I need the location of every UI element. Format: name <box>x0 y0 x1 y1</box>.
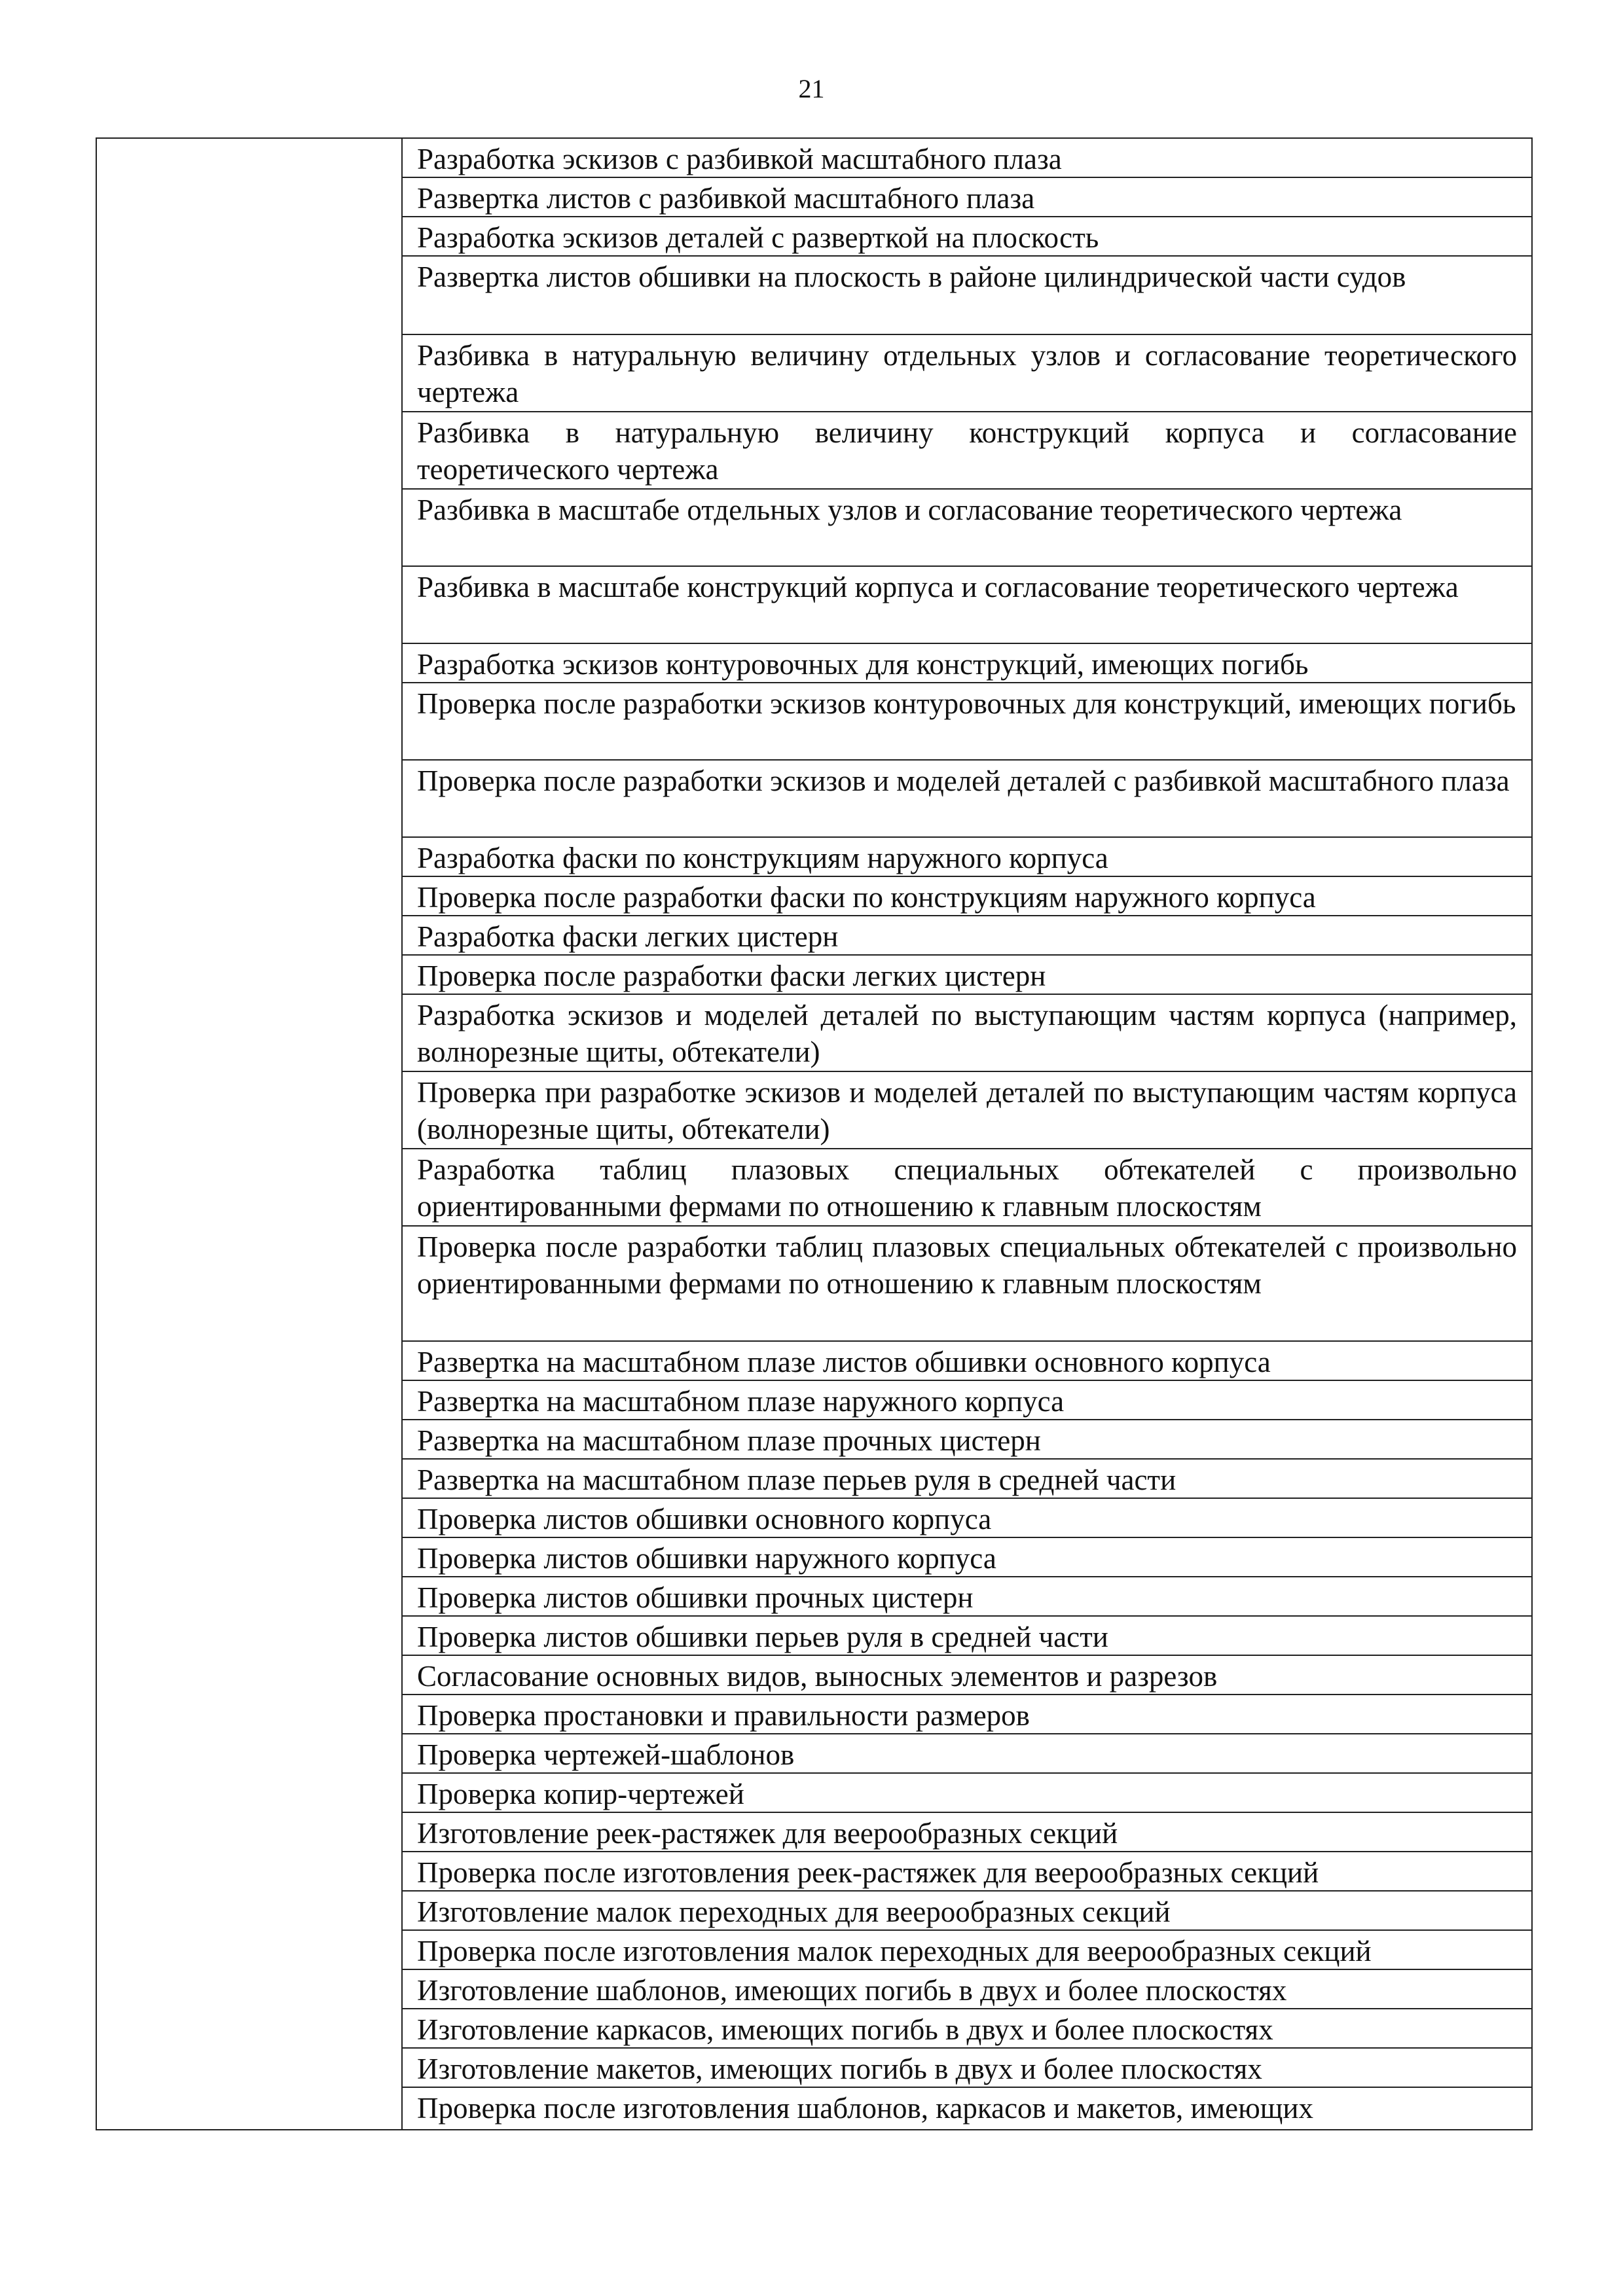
table-row: Проверка простановки и правильности размеров <box>403 1695 1531 1734</box>
table-row: Проверка после разработки эскизов контуровочных для конструкций, имеющих погибь <box>403 683 1531 761</box>
table-row: Развертка листов с разбивкой масштабного плаза <box>403 178 1531 217</box>
table-row: Разработка эскизов и моделей деталей по выступающим частям корпуса (например, волнорезные щиты, обтекатели) <box>403 995 1531 1072</box>
table-row: Проверка после разработки фаски по конструкциям наружного корпуса <box>403 877 1531 916</box>
table-row: Изготовление реек-растяжек для веерообразных секций <box>403 1813 1531 1852</box>
table-row: Проверка чертежей-шаблонов <box>403 1734 1531 1774</box>
table-row: Проверка листов обшивки наружного корпуса <box>403 1538 1531 1577</box>
page-number: 21 <box>798 74 825 103</box>
table-row: Развертка на масштабном плазе перьев руля в средней части <box>403 1460 1531 1499</box>
table-row: Изготовление шаблонов, имеющих погибь в двух и более плоскостях <box>403 1970 1531 2009</box>
table-row: Разбивка в натуральную величину конструкций корпуса и согласование теоретического чертежа <box>403 412 1531 490</box>
table-row: Изготовление малок переходных для веерообразных секций <box>403 1892 1531 1931</box>
table-row: Проверка после разработки эскизов и моделей деталей с разбивкой масштабного плаза <box>403 761 1531 838</box>
table-row: Разработка эскизов контуровочных для конструкций, имеющих погибь <box>403 644 1531 683</box>
table-left-column-empty <box>97 139 401 2129</box>
table-row: Изготовление макетов, имеющих погибь в двух и более плоскостях <box>403 2049 1531 2088</box>
table-row: Проверка после изготовления малок переходных для веерообразных секций <box>403 1931 1531 1970</box>
table-row: Развертка на масштабном плазе листов обшивки основного корпуса <box>403 1342 1531 1381</box>
table-row: Разработка таблиц плазовых специальных обтекателей с произвольно ориентированными фермами по отношению к главным плоскостям <box>403 1149 1531 1227</box>
table-row: Изготовление каркасов, имеющих погибь в двух и более плоскостях <box>403 2009 1531 2049</box>
table-row: Проверка листов обшивки перьев руля в средней части <box>403 1617 1531 1656</box>
table-row: Разработка эскизов деталей с разверткой на плоскость <box>403 217 1531 257</box>
table-row: Развертка на масштабном плазе прочных цистерн <box>403 1420 1531 1460</box>
table-right-column <box>401 139 1531 2129</box>
work-items-table <box>96 137 1533 2130</box>
table-row: Развертка листов обшивки на плоскость в районе цилиндрической части судов <box>403 257 1531 335</box>
table-row: Разработка эскизов с разбивкой масштабного плаза <box>403 139 1531 178</box>
table-row: Разбивка в масштабе конструкций корпуса и согласование теоретического чертежа <box>403 567 1531 644</box>
table-row: Разбивка в натуральную величину отдельных узлов и согласование теоретического чертежа <box>403 335 1531 412</box>
table-row: Проверка после изготовления шаблонов, каркасов и макетов, имеющих <box>417 2092 1313 2125</box>
table-row: Проверка листов обшивки прочных цистерн <box>403 1577 1531 1617</box>
table-row: Проверка после разработки таблиц плазовых специальных обтекателей с произвольно ориентированными фермами по отношению к главным плоскостям <box>403 1227 1531 1342</box>
table-row: Проверка после изготовления реек-растяжек для веерообразных секций <box>403 1852 1531 1892</box>
table-row: Проверка листов обшивки основного корпуса <box>403 1499 1531 1538</box>
table-row: Проверка при разработке эскизов и моделей деталей по выступающим частям корпуса (волнорезные щиты, обтекатели) <box>403 1072 1531 1149</box>
table-row: Разработка фаски по конструкциям наружного корпуса <box>403 838 1531 877</box>
table-row: Развертка на масштабном плазе наружного корпуса <box>403 1381 1531 1420</box>
table-row: Проверка копир-чертежей <box>403 1774 1531 1813</box>
table-row: Согласование основных видов, выносных элементов и разрезов <box>403 1656 1531 1695</box>
table-row: Разбивка в масштабе отдельных узлов и согласование теоретического чертежа <box>403 490 1531 567</box>
table-row: Разработка фаски легких цистерн <box>403 916 1531 956</box>
table-row: Проверка после разработки фаски легких цистерн <box>403 956 1531 995</box>
